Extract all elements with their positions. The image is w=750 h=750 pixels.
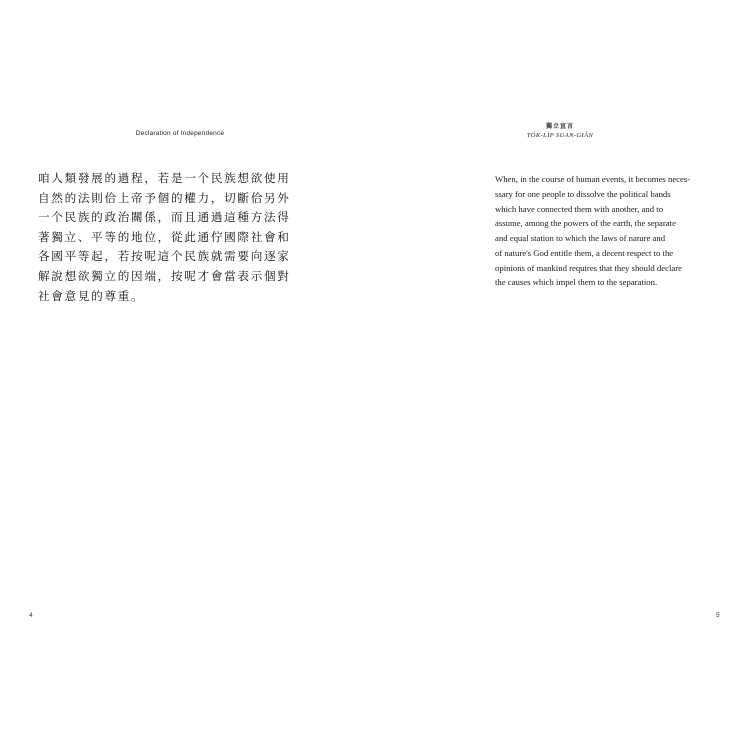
text-line: 社會意見的尊重。	[38, 288, 145, 303]
text-line: 著獨立、平等的地位，從此通佇國際社會和	[38, 229, 291, 244]
text-line: which have connected them with another, and to	[495, 203, 664, 214]
text-line: 各國平等起，若按呢這个民族就需要向逐家	[38, 249, 291, 264]
text-line: and equal station to which the laws of nature and	[495, 233, 666, 243]
text-line: ssary for one people to dissolve the political bands	[495, 188, 671, 199]
text-line: When, in the course of human events, it becomes neces-	[495, 174, 691, 184]
running-head-right	[505, 122, 615, 141]
page-number-left: 4	[29, 612, 33, 619]
text-line: 咱人類發展的過程，若是一个民族想欲使用	[38, 171, 291, 185]
running-head-left: Declaration of Independence	[135, 130, 225, 137]
text-line: opinions of mankind requires that they should declare	[495, 262, 682, 273]
taiwanese-declaration-text	[38, 169, 291, 306]
text-line: 一个民族的政治關係，而且通過這種方法得	[38, 210, 291, 225]
running-head-cjk: 獨立宣言	[545, 123, 574, 130]
text-line: of nature's God entitle them, a decent respect to the	[495, 247, 674, 258]
text-line: the causes which impel them to the separation.	[495, 277, 658, 288]
english-declaration-text	[495, 172, 725, 290]
page-number-right: 5	[716, 612, 720, 619]
text-line: 解說想欲獨立的因端，按呢才會當表示個對	[38, 268, 291, 283]
text-line: 自然的法則佮上帝予個的權力，切斷佮另外	[38, 190, 291, 205]
text-line: assume, among the powers of the earth, the separate	[495, 218, 676, 229]
right-page	[375, 0, 750, 750]
running-head-romanized: TÓK-LI̍P SUAN-GIÂN	[526, 132, 594, 139]
